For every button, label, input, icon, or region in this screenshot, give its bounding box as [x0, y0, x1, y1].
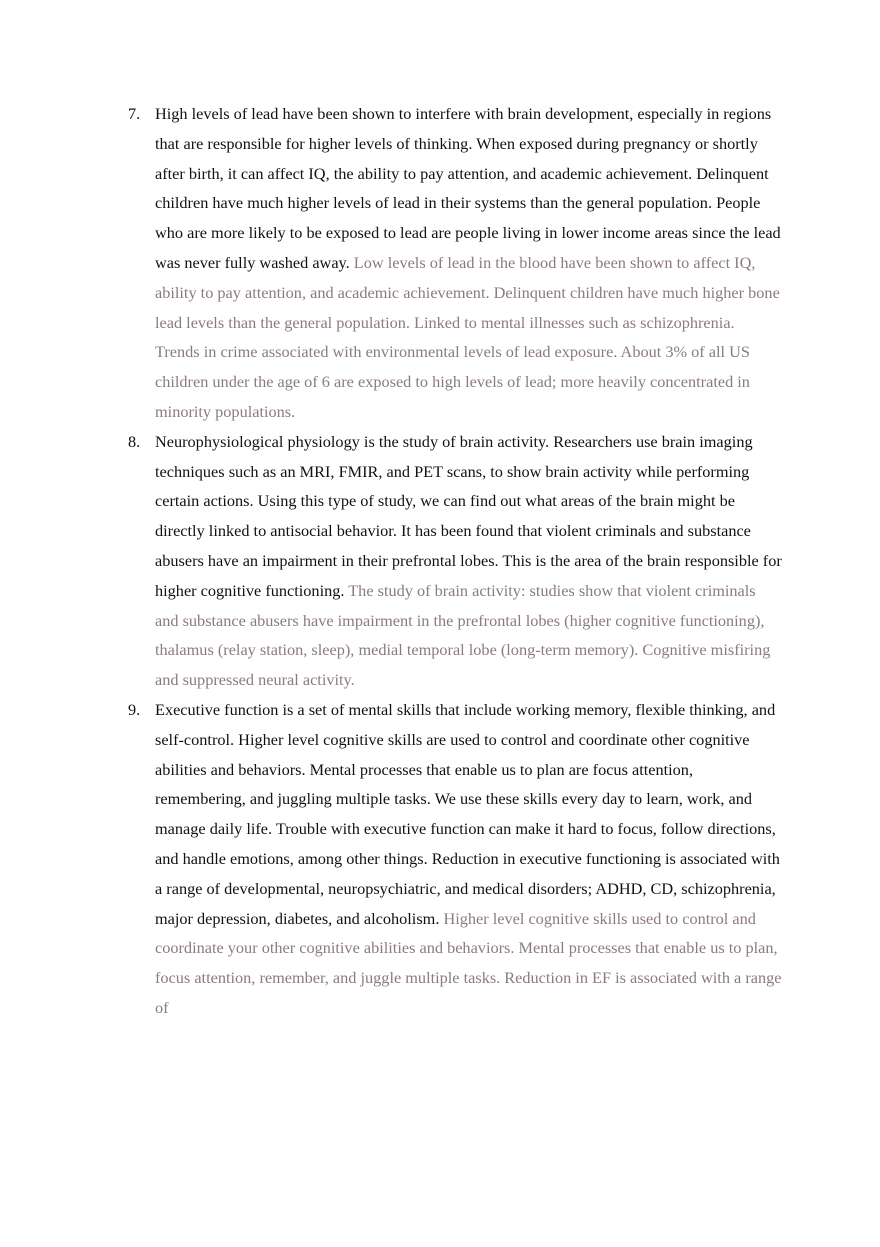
item-number: 8. [128, 431, 141, 451]
item-main-text: Executive function is a set of mental skills that include working memory, flexible thinking, and self-control. Higher level cognitive skills are used to control and coordinate other cognitive abilities and behaviors. Mental processes that enable us to plan are focus attention, remembering, and juggling multiple tasks. We use these skills every day to learn, work, and manage daily life. Trouble with executive function can make it hard to focus, follow directions, and handle emotions, among other things. Reduction in executive functioning is associated with a range of developmental, neuropsychiatric, and medical disorders; ADHD, CD, schizophrenia, major depression, diabetes, and alcoholism. [155, 699, 780, 928]
item-note-text: Low levels of lead in the blood have been shown to affect IQ, ability to pay attention, and academic achievement. Delinquent children have much higher bone lead levels than the general population. Linked to mental illnesses such as schizophrenia. Trends in crime associated with environmental levels of lead exposure. About 3% of all US children under the age of 6 are exposed to high levels of lead; more heavily concentrated in minority populations. [155, 252, 780, 421]
list-item-8 [126, 427, 782, 695]
item-number: 9. [128, 699, 141, 719]
item-note-text: Higher level cognitive skills used to control and coordinate your other cognitive abilities and behaviors. Mental processes that enable us to plan, focus attention, remember, and juggle multiple tasks. Reduction in EF is associated with a range of [155, 908, 782, 1017]
numbered-list [126, 99, 782, 1023]
item-number: 7. [128, 104, 141, 123]
item-main-text: Neurophysiological physiology is the study of brain activity. Researchers use brain imaging techniques such as an MRI, FMIR, and PET scans, to show brain activity while performing certain actions. Using this type of study, we can find out what areas of the brain might be directly linked to antisocial behavior. It has been found that violent criminals and substance abusers have an impairment in their prefrontal lobes. This is the area of the brain responsible for higher cognitive functioning. [155, 431, 782, 600]
item-note-text: The study of brain activity: studies show that violent criminals and substance abusers have impairment in the prefrontal lobes (higher cognitive functioning), thalamus (relay station, sleep), medial temporal lobe (long-term memory). Cognitive misfiring and suppressed neural activity. [155, 580, 771, 690]
list-item-7 [126, 99, 782, 427]
list-item-9 [126, 695, 782, 1023]
item-main-text: High levels of lead have been shown to interfere with brain development, especially in regions that are responsible for higher levels of thinking. When exposed during pregnancy or shortly after birth, it can affect IQ, the ability to pay attention, and academic achievement. Delinquent children have much higher levels of lead in their systems than the general population. People who are more likely to be exposed to lead are people living in lower income areas since the lead was never fully washed away. [155, 104, 781, 272]
